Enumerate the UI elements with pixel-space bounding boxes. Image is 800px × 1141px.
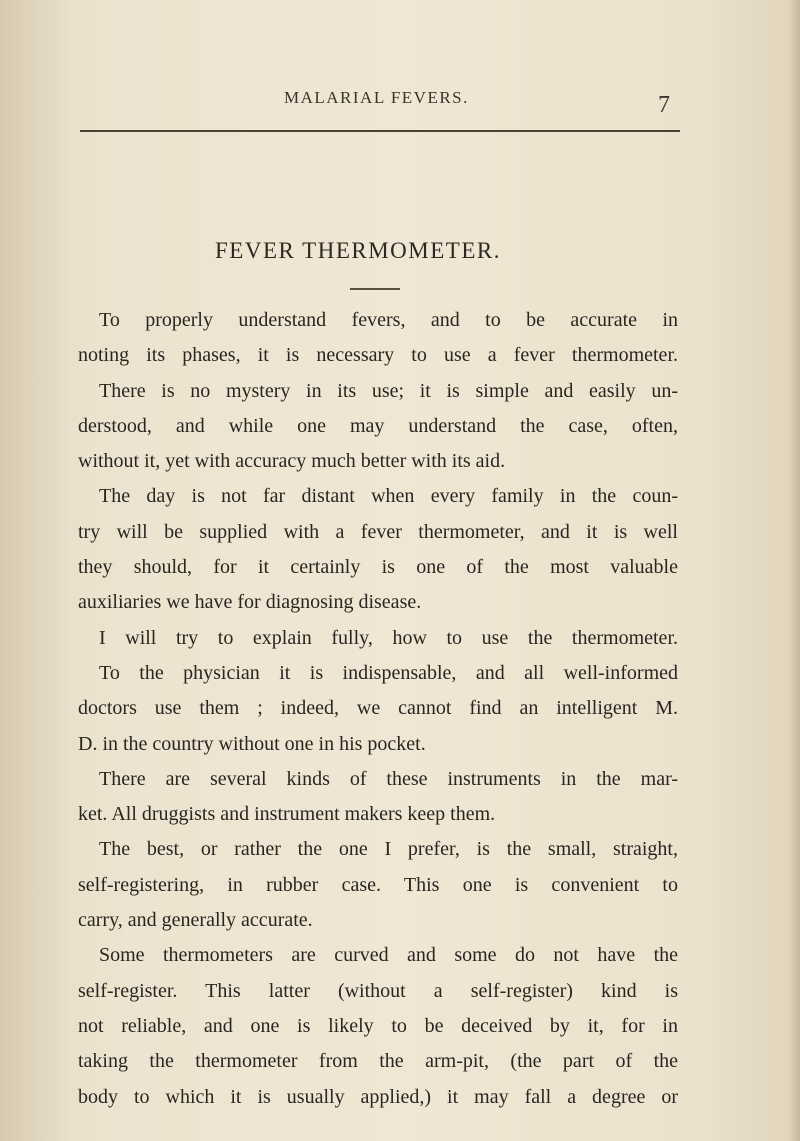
body-text	[78, 303, 678, 1115]
text-line: The best, or rather the one I prefer, is the small, straight,	[99, 838, 678, 861]
text-line: taking the thermometer from the arm-pit, (the part of the	[78, 1050, 678, 1073]
text-line: D. in the country without one in his pocket.	[78, 732, 426, 755]
text-line: self-registering, in rubber case. This one is convenient to	[78, 873, 678, 896]
text-line: To the physician it is indispensable, and all well-informed	[99, 661, 678, 684]
section-title: FEVER THERMOMETER.	[215, 238, 501, 263]
text-line: not reliable, and one is likely to be deceived by it, for in	[78, 1014, 678, 1037]
text-line: auxiliaries we have for diagnosing disease.	[78, 591, 422, 614]
text-line: they should, for it certainly is one of the most valuable	[78, 556, 678, 579]
text-line: The day is not far distant when every family in the coun-	[99, 485, 678, 508]
page-number: 7	[658, 92, 670, 118]
text-line: ket. All druggists and instrument makers keep them.	[78, 803, 496, 826]
title-rule	[350, 288, 400, 290]
running-head: MALARIAL FEVERS.	[284, 88, 469, 107]
text-line: derstood, and while one may understand the case, often,	[78, 414, 678, 437]
text-line: self-register. This latter (without a self-register) kind is	[78, 979, 678, 1002]
text-line: To properly understand fevers, and to be accurate in	[99, 309, 678, 331]
text-line: carry, and generally accurate.	[78, 909, 313, 932]
text-line: without it, yet with accuracy much better with its aid.	[78, 450, 506, 473]
text-line: I will try to explain fully, how to use the thermometer.	[99, 626, 678, 649]
text-line: There is no mystery in its use; it is simple and easily un-	[99, 379, 678, 402]
text-line: body to which it is usually applied,) it may fall a degree or	[78, 1085, 678, 1108]
text-line: doctors use them ; indeed, we cannot find an intelligent M.	[78, 697, 678, 720]
text-line: Some thermometers are curved and some do not have the	[99, 944, 678, 967]
text-line: try will be supplied with a fever thermometer, and it is well	[78, 520, 678, 543]
text-line: noting its phases, it is necessary to use a fever thermometer.	[78, 344, 678, 367]
header-rule	[80, 130, 680, 132]
text-line: There are several kinds of these instruments in the mar-	[99, 767, 678, 790]
